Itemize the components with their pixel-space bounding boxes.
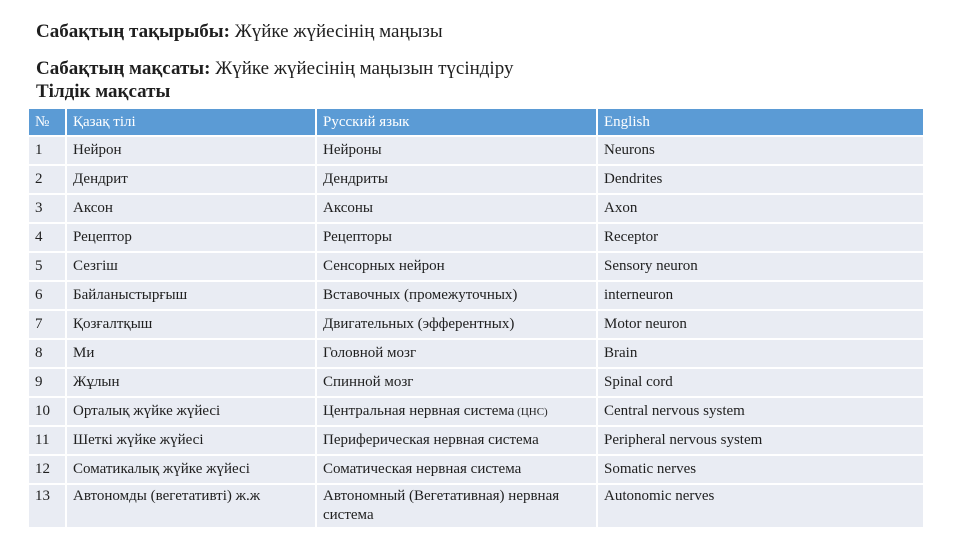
lesson-topic-label: Сабақтың тақырыбы:	[36, 21, 230, 42]
english-term: Neurons	[596, 137, 923, 164]
language-goal-label: Тілдік мақсаты	[36, 81, 171, 102]
russian-term: Вставочных (промежуточных)	[315, 282, 596, 309]
english-term: Sensory neuron	[596, 253, 923, 280]
row-number: 7	[29, 311, 65, 338]
table-header-row	[29, 109, 923, 135]
table-row	[29, 311, 923, 338]
kazakh-term: Шеткі жүйке жүйесі	[65, 427, 315, 454]
row-number: 1	[29, 137, 65, 164]
table-row	[29, 195, 923, 222]
row-number: 3	[29, 195, 65, 222]
lesson-topic	[36, 21, 443, 43]
kazakh-term: Аксон	[65, 195, 315, 222]
russian-term: Дендриты	[315, 166, 596, 193]
russian-term: Соматическая нервная система	[315, 456, 596, 483]
table-row	[29, 253, 923, 280]
russian-term-text: Центральная нервная система	[323, 402, 515, 419]
english-term: Autonomic nerves	[596, 485, 923, 527]
english-term: Central nervous system	[596, 398, 923, 425]
header-russian: Русский язык	[315, 109, 596, 135]
english-term: Motor neuron	[596, 311, 923, 338]
kazakh-term: Байланыстырғыш	[65, 282, 315, 309]
russian-term: Спинной мозг	[315, 369, 596, 396]
row-number: 13	[29, 485, 65, 527]
row-number: 6	[29, 282, 65, 309]
english-term: Spinal cord	[596, 369, 923, 396]
table-row	[29, 427, 923, 454]
row-number: 9	[29, 369, 65, 396]
language-goal	[36, 81, 170, 103]
kazakh-term: Қозғалтқыш	[65, 311, 315, 338]
russian-term: Рецепторы	[315, 224, 596, 251]
english-term: Receptor	[596, 224, 923, 251]
header-english: English	[596, 109, 923, 135]
russian-term: Периферическая нервная система	[315, 427, 596, 454]
english-term: Dendrites	[596, 166, 923, 193]
table-row	[29, 137, 923, 164]
russian-term: Нейроны	[315, 137, 596, 164]
kazakh-term: Соматикалық жүйке жүйесі	[65, 456, 315, 483]
russian-term: Автономный (Вегетативная) нервная система	[315, 485, 596, 527]
table-row	[29, 282, 923, 309]
russian-term: Двигательных (эфферентных)	[315, 311, 596, 338]
kazakh-term: Ми	[65, 340, 315, 367]
kazakh-term: Нейрон	[65, 137, 315, 164]
russian-term-abbreviation: (ЦНС)	[514, 405, 548, 418]
table-row	[29, 485, 923, 527]
row-number: 5	[29, 253, 65, 280]
english-term: Brain	[596, 340, 923, 367]
table-row	[29, 166, 923, 193]
table-row	[29, 398, 923, 425]
header-kazakh: Қазақ тілі	[65, 109, 315, 135]
table-row	[29, 369, 923, 396]
kazakh-term: Дендрит	[65, 166, 315, 193]
english-term: interneuron	[596, 282, 923, 309]
kazakh-term: Орталық жүйке жүйесі	[65, 398, 315, 425]
lesson-goal	[36, 58, 513, 80]
table-row	[29, 456, 923, 483]
kazakh-term: Жұлын	[65, 369, 315, 396]
row-number: 8	[29, 340, 65, 367]
russian-term: Сенсорных нейрон	[315, 253, 596, 280]
table-row	[29, 224, 923, 251]
table-row	[29, 340, 923, 367]
english-term: Somatic nerves	[596, 456, 923, 483]
lesson-goal-text: Жүйке жүйесінің маңызын түсіндіру	[210, 58, 514, 79]
kazakh-term: Автономды (вегетативті) ж.ж	[65, 485, 315, 527]
russian-term	[315, 398, 596, 425]
russian-term: Головной мозг	[315, 340, 596, 367]
english-term: Peripheral nervous system	[596, 427, 923, 454]
lesson-goal-label: Сабақтың мақсаты:	[36, 58, 211, 79]
english-term: Axon	[596, 195, 923, 222]
row-number: 2	[29, 166, 65, 193]
kazakh-term: Сезгіш	[65, 253, 315, 280]
row-number: 10	[29, 398, 65, 425]
header-number: №	[29, 109, 65, 135]
row-number: 12	[29, 456, 65, 483]
lesson-topic-text: Жүйке жүйесінің маңызы	[229, 21, 443, 42]
row-number: 4	[29, 224, 65, 251]
vocabulary-table	[29, 107, 923, 529]
kazakh-term: Рецептор	[65, 224, 315, 251]
row-number: 11	[29, 427, 65, 454]
russian-term: Аксоны	[315, 195, 596, 222]
